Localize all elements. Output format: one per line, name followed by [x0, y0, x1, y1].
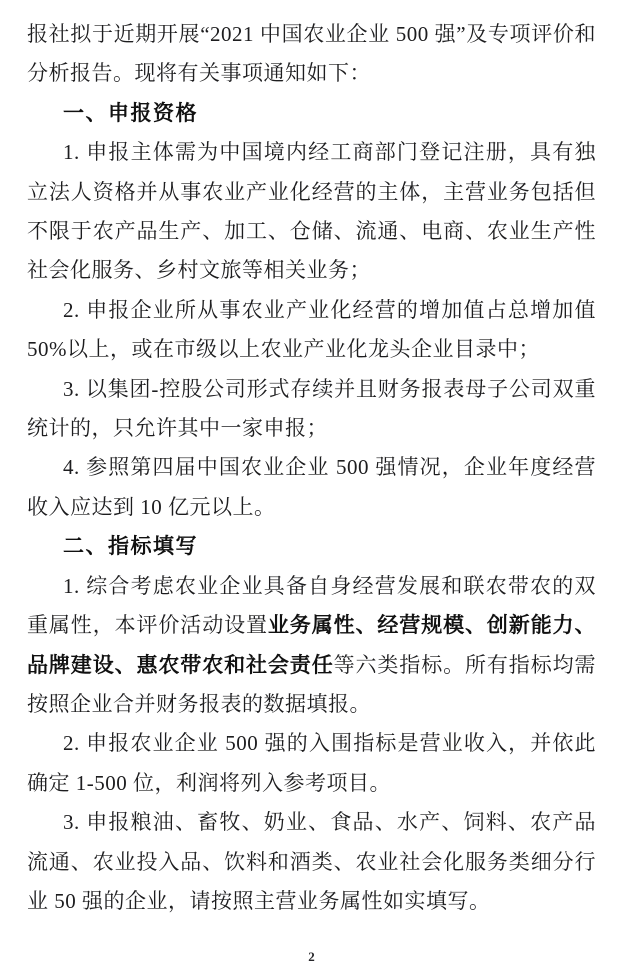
section1-item-1: 1. 申报主体需为中国境内经工商部门登记注册，具有独立法人资格并从事农业产业化经营的主体，主营业务包括但不限于农产品生产、加工、仓储、流通、电商、农业生产性社会化服务、乡村文旅等相关业务； [27, 140, 596, 283]
section2-item-2: 2. 申报农业企业 500 强的入围指标是营业收入，并依此确定 1-500 位，利润将列入参考项目。 [27, 731, 596, 795]
section1-heading: 一、申报资格 [63, 101, 198, 125]
section1-item-3: 3. 以集团-控股公司形式存续并且财务报表母子公司双重统计的，只允许其中一家申报； [27, 376, 596, 441]
intro-paragraph: 报社拟于近期开展“2021 中国农业企业 500 强”及专项评价和分析报告。现将有关事项通知如下： [27, 22, 596, 86]
page-number: 2 [308, 949, 315, 964]
section2-item-1-bold-indicators: 业务属性、经营规模、创新能力、品牌建设、惠农带农和社会责任 [27, 614, 597, 677]
section2-item-1-prefix: 1. 综合考虑农业企业具备自身经营发展和联农带农的双重属性，本评价活动设置 [27, 573, 596, 638]
section1-item-4: 4. 参照第四届中国农业企业 500 强情况，企业年度经营收入应达到 10 亿元以上。 [27, 455, 596, 519]
section2-item-1 [27, 567, 596, 725]
section1-item-2: 2. 申报企业所从事农业产业化经营的增加值占总增加值 50%以上，或在市级以上农业产业化龙头企业目录中； [27, 297, 596, 362]
section2-item-1-suffix: 等六类指标。所有指标均需按照企业合并财务报表的数据填报。 [27, 652, 597, 716]
section2-item-3: 3. 申报粮油、畜牧、奶业、食品、水产、饲料、农产品流通、农业投入品、饮料和酒类、农业社会化服务类细分行业 50 强的企业，请按照主营业务属性如实填写。 [27, 810, 596, 913]
section2-heading: 二、指标填写 [63, 535, 198, 559]
